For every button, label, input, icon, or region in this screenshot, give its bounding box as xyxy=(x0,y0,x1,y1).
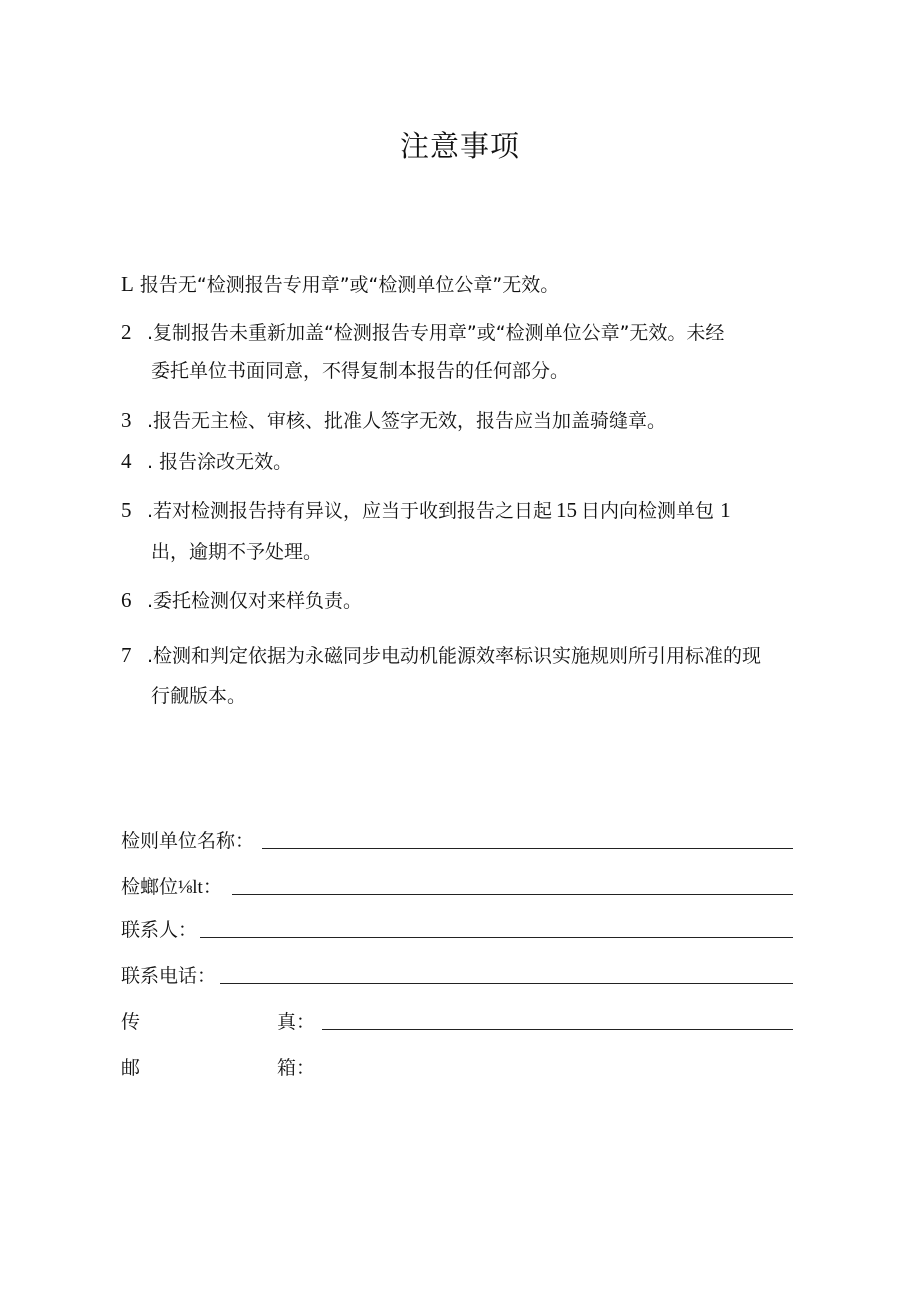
note-tail: 1 xyxy=(720,498,731,522)
page-title: 注意事项 xyxy=(399,129,520,163)
note-item-5 xyxy=(121,498,731,523)
note-item-6 xyxy=(121,588,362,613)
note-number: 6 xyxy=(121,588,132,612)
note-days: 15 xyxy=(556,498,578,522)
address-field[interactable] xyxy=(232,894,793,895)
phone-field[interactable] xyxy=(220,983,793,984)
note-item-2 xyxy=(121,320,724,345)
fax-field[interactable] xyxy=(322,1029,793,1030)
note-number: 5 xyxy=(121,498,132,522)
note-number: 4 xyxy=(121,449,132,473)
phone-label: 联系电话： xyxy=(121,965,217,987)
address-label-cjk: 检螂位 xyxy=(121,876,179,898)
note-text: . 报告涂改无效。 xyxy=(147,451,293,473)
note-text: .委托检测仅对来样负责。 xyxy=(147,590,363,612)
note-text-a: .若对检测报告持有异议，应当于收到报告之日起 xyxy=(147,500,553,522)
address-label-latin: ⅛lt： xyxy=(178,877,222,898)
note-item-5-continuation: 出，逾期不予处理。 xyxy=(151,541,323,563)
unit-name-field[interactable] xyxy=(262,848,793,849)
note-item-4 xyxy=(121,449,292,474)
note-text: .复制报告未重新加盖“检测报告专用章”或“检测单位公章”无效。未经 xyxy=(147,322,725,344)
note-number: 3 xyxy=(121,408,132,432)
address-label xyxy=(121,875,222,900)
note-item-1 xyxy=(121,272,559,297)
email-label-char2: 箱： xyxy=(277,1057,316,1079)
contact-person-label: 联系人： xyxy=(121,919,198,941)
note-number: L xyxy=(121,272,134,296)
contact-person-field[interactable] xyxy=(200,937,793,938)
note-text: .检测和判定依据为永磁同步电动机能源效率标识实施规则所引用标准的现 xyxy=(147,645,762,667)
email-label-char1: 邮 xyxy=(121,1057,141,1079)
note-text: .报告无主检、审核、批准人签字无效，报告应当加盖骑缝章。 xyxy=(147,410,667,432)
note-text-b: 日内向检测单包 xyxy=(581,500,715,522)
fax-label-char2: 真： xyxy=(277,1011,316,1033)
note-number: 7 xyxy=(121,643,132,667)
note-item-2-continuation: 委托单位书面同意，不得复制本报告的任何部分。 xyxy=(151,360,570,382)
note-item-3 xyxy=(121,408,666,433)
note-text: 报告无“检测报告专用章”或“检测单位公章”无效。 xyxy=(139,274,560,296)
note-item-7 xyxy=(121,643,761,668)
note-number: 2 xyxy=(121,320,132,344)
note-item-7-continuation: 行觎版本。 xyxy=(151,685,247,707)
unit-name-label: 检则单位名称： xyxy=(121,830,255,852)
fax-label-char1: 传 xyxy=(121,1011,141,1033)
